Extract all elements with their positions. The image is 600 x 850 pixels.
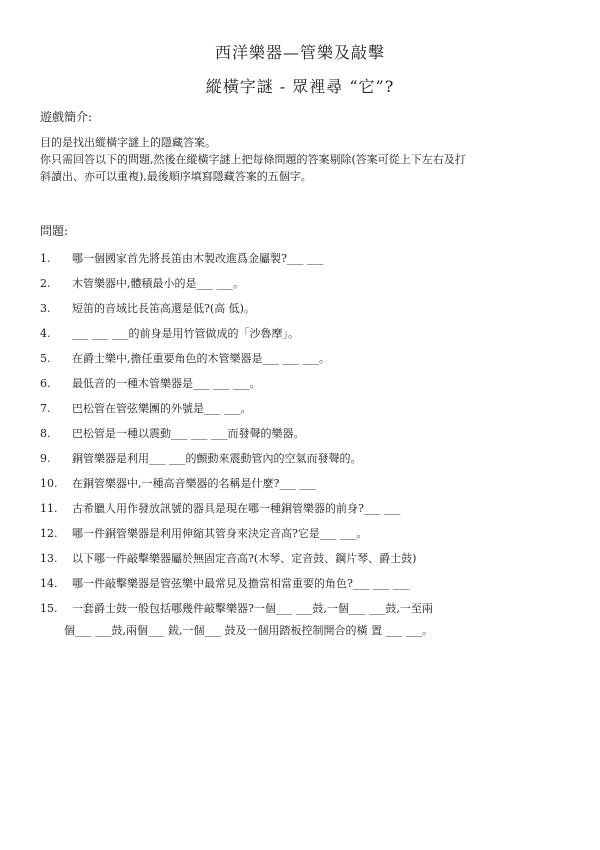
intro-line: 你只需回答以下的問題,然後在縱橫字謎上把每條問題的答案剔除(答案可從上下左右及打 bbox=[40, 153, 466, 166]
intro-text bbox=[40, 134, 570, 185]
question-text: 一套爵士鼓一般包括哪幾件敲擊樂器?一個___ ___鼓,一個___ ___鼓,一至兩 bbox=[72, 602, 433, 615]
question-text: 最低音的一種木管樂器是___ ___ ___。 bbox=[72, 377, 261, 390]
question-item bbox=[40, 327, 580, 341]
question-number: 6. bbox=[40, 377, 51, 390]
question-item bbox=[40, 602, 580, 616]
question-text: 哪一個國家首先將長笛由木製改進爲金屬製?___ ___ bbox=[72, 252, 324, 265]
question-number: 5. bbox=[40, 352, 51, 365]
question-number: 3. bbox=[40, 302, 51, 315]
question-number: 2. bbox=[40, 277, 51, 290]
page-subtitle: 縱橫字謎 - 眾裡尋 “它”? bbox=[205, 77, 395, 96]
questions-label: 問題: bbox=[40, 224, 69, 238]
page-title: 西洋樂器—管樂及敲擊 bbox=[214, 43, 385, 62]
question-number: 13. bbox=[40, 552, 58, 565]
question-text: 巴松管是一種以震動___ ___ ___而發聲的樂器。 bbox=[72, 427, 305, 440]
question-item bbox=[40, 477, 580, 491]
question-text: ___ ___ ___的前身是用竹管做成的「沙魯摩」。 bbox=[72, 327, 299, 340]
question-item bbox=[40, 502, 580, 516]
question-text: 短笛的音域比長笛高還是低?(高 低)。 bbox=[72, 302, 255, 315]
question-text: 哪一件銅管樂器是利用伸縮其管身來決定音高?它是___ ___。 bbox=[72, 527, 368, 540]
question-text: 巴松管在管弦樂團的外號是___ ___。 bbox=[72, 402, 252, 415]
question-item bbox=[40, 402, 580, 416]
question-item bbox=[40, 552, 580, 566]
question-item bbox=[40, 252, 580, 266]
question-text: 哪一件敲擊樂器是管弦樂中最常見及擔當相當重要的角色?___ ___ ___ bbox=[72, 577, 410, 590]
question-number: 9. bbox=[40, 452, 51, 465]
question-number: 12. bbox=[40, 527, 58, 540]
question-item bbox=[40, 277, 580, 291]
question-item bbox=[40, 427, 580, 441]
question-number: 1. bbox=[40, 252, 51, 265]
question-item bbox=[40, 352, 580, 366]
question-number: 11. bbox=[40, 502, 58, 515]
question-text: 以下哪一件敲擊樂器屬於無固定音高?(木琴、定音鼓、鋼片琴、爵士鼓) bbox=[72, 552, 417, 565]
intro-line: 目的是找出縱橫字謎上的隱藏答案。 bbox=[40, 136, 216, 149]
question-item bbox=[40, 577, 580, 591]
question-item bbox=[40, 302, 580, 316]
question-text: 在爵士樂中,擔任重要角色的木管樂器是___ ___ ___。 bbox=[72, 352, 330, 365]
question-number: 7. bbox=[40, 402, 51, 415]
question-item bbox=[40, 527, 580, 541]
question-number: 8. bbox=[40, 427, 51, 440]
intro-label: 遊戲簡介: bbox=[40, 110, 93, 124]
question-number: 15. bbox=[40, 602, 58, 615]
question-text: 木管樂器中,體積最小的是___ ___。 bbox=[72, 277, 244, 290]
question-number: 14. bbox=[40, 577, 58, 590]
question-15-continuation: 個___ ___鼓,兩個___ 鈸,一個___ 鼓及一個用踏板控制開合的橫 置 ___ ___。 bbox=[64, 624, 433, 637]
question-number: 10. bbox=[40, 477, 58, 490]
question-text: 銅管樂器是利用___ ___的顫動來震動管內的空氣而發聲的。 bbox=[72, 452, 362, 465]
question-text: 在銅管樂器中,一種高音樂器的名稱是什麼?___ ___ bbox=[72, 477, 316, 490]
intro-line: 斜讀出、亦可以重複),最後順序填寫隱藏答案的五個字。 bbox=[40, 170, 312, 183]
question-number: 4. bbox=[40, 327, 51, 340]
question-item bbox=[40, 377, 580, 391]
question-item bbox=[40, 452, 580, 466]
question-text: 古希臘人用作發放訊號的器具是現在哪一種銅管樂器的前身?___ ___ bbox=[72, 502, 401, 515]
